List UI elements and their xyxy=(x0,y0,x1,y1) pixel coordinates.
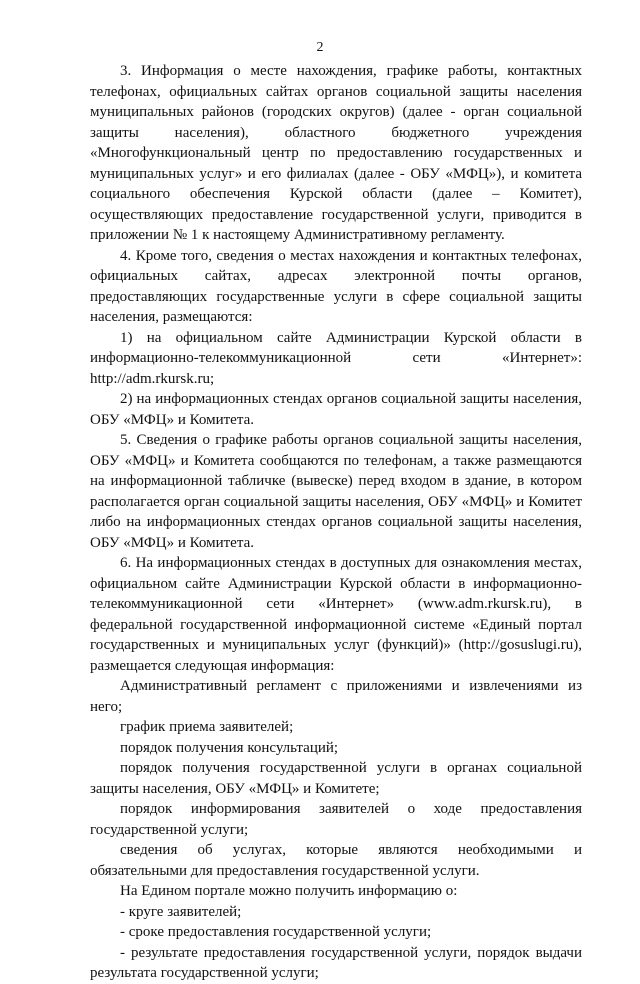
paragraph-5-schedule: 5. Сведения о графике работы органов социальной защиты населения, ОБУ «МФЦ» и Комитета сообщаются по телефонам, а также размещаются на информационной табличке (вывеске) перед входом в здание, в котором располагается орган социальной защиты населения, ОБУ «МФЦ» и Комитет либо на информационных стендах органов социальной защиты населения, ОБУ «МФЦ» и Комитета. xyxy=(90,432,582,551)
list-item-progress-info: порядок информирования заявителей о ходе предоставления государственной услуги; xyxy=(90,801,582,838)
list-item-service-procedure: порядок получения государственной услуги в органах социальной защиты населения, ОБУ «МФЦ» и Комитете; xyxy=(90,760,582,797)
paragraph-3-info-location: 3. Информация о месте нахождения, графике работы, контактных телефонах, официальных сайтах органов социальной защиты населения муниципальных районов (городских округов) (далее - орган социальной защиты населения), областного бюджетного учреждения «Многофункциональный центр по предоставлению государственных и муниципальных услуг» и его филиалах (далее - ОБУ «МФЦ»), и комитета социального обеспечения Курской области (далее – Комитет), осуществляющих предоставление государственной услуги, приводится в приложении № 1 к настоящему Административному регламенту. xyxy=(90,63,582,243)
list-item-consultations: порядок получения консультаций; xyxy=(120,739,339,756)
paragraph-6-info-stands: 6. На информационных стендах в доступных для ознакомления местах, официальном сайте Администрации Курской области в информационно-телекоммуникационной сети «Интернет» (www.adm.rkursk.ru), в федеральной государственной информационной системе «Единый портал государственных и муниципальных услуг (функций)» (http://gosuslugi.ru), размещается следующая информация: xyxy=(90,555,582,674)
list-item-reception-schedule: график приема заявителей; xyxy=(120,719,294,735)
list-item-regulation: Административный регламент с приложениями и извлечениями из него; xyxy=(90,678,582,715)
paragraph-portal-info: На Едином портале можно получить информацию о: xyxy=(120,883,458,899)
list-item-info-stands: 2) на информационных стендах органов социальной защиты населения, ОБУ «МФЦ» и Комитета. xyxy=(90,391,582,428)
list-item-applicants: - круге заявителей; xyxy=(120,903,242,920)
list-item-service-term: - сроке предоставления государственной услуги; xyxy=(120,924,432,940)
list-item-official-site: 1) на официальном сайте Администрации Курской области в информационно-телекоммуникационной сети «Интернет»: http://adm.rkursk.ru; xyxy=(90,329,582,387)
list-item-service-result: - результате предоставления государственной услуги, порядок выдачи результата государственной услуги; xyxy=(90,944,582,981)
paragraph-4-contacts: 4. Кроме того, сведения о местах нахождения и контактных телефонах, официальных сайтах, адресах электронной почты органов, предоставляющих государственные услуги в сфере социальной защиты населения, размещаются: xyxy=(90,247,582,325)
list-item-required-services: сведения об услугах, которые являются необходимыми и обязательными для предоставления государственной услуги. xyxy=(90,842,582,879)
document-body xyxy=(90,61,582,984)
page-number: 2 xyxy=(316,40,324,55)
